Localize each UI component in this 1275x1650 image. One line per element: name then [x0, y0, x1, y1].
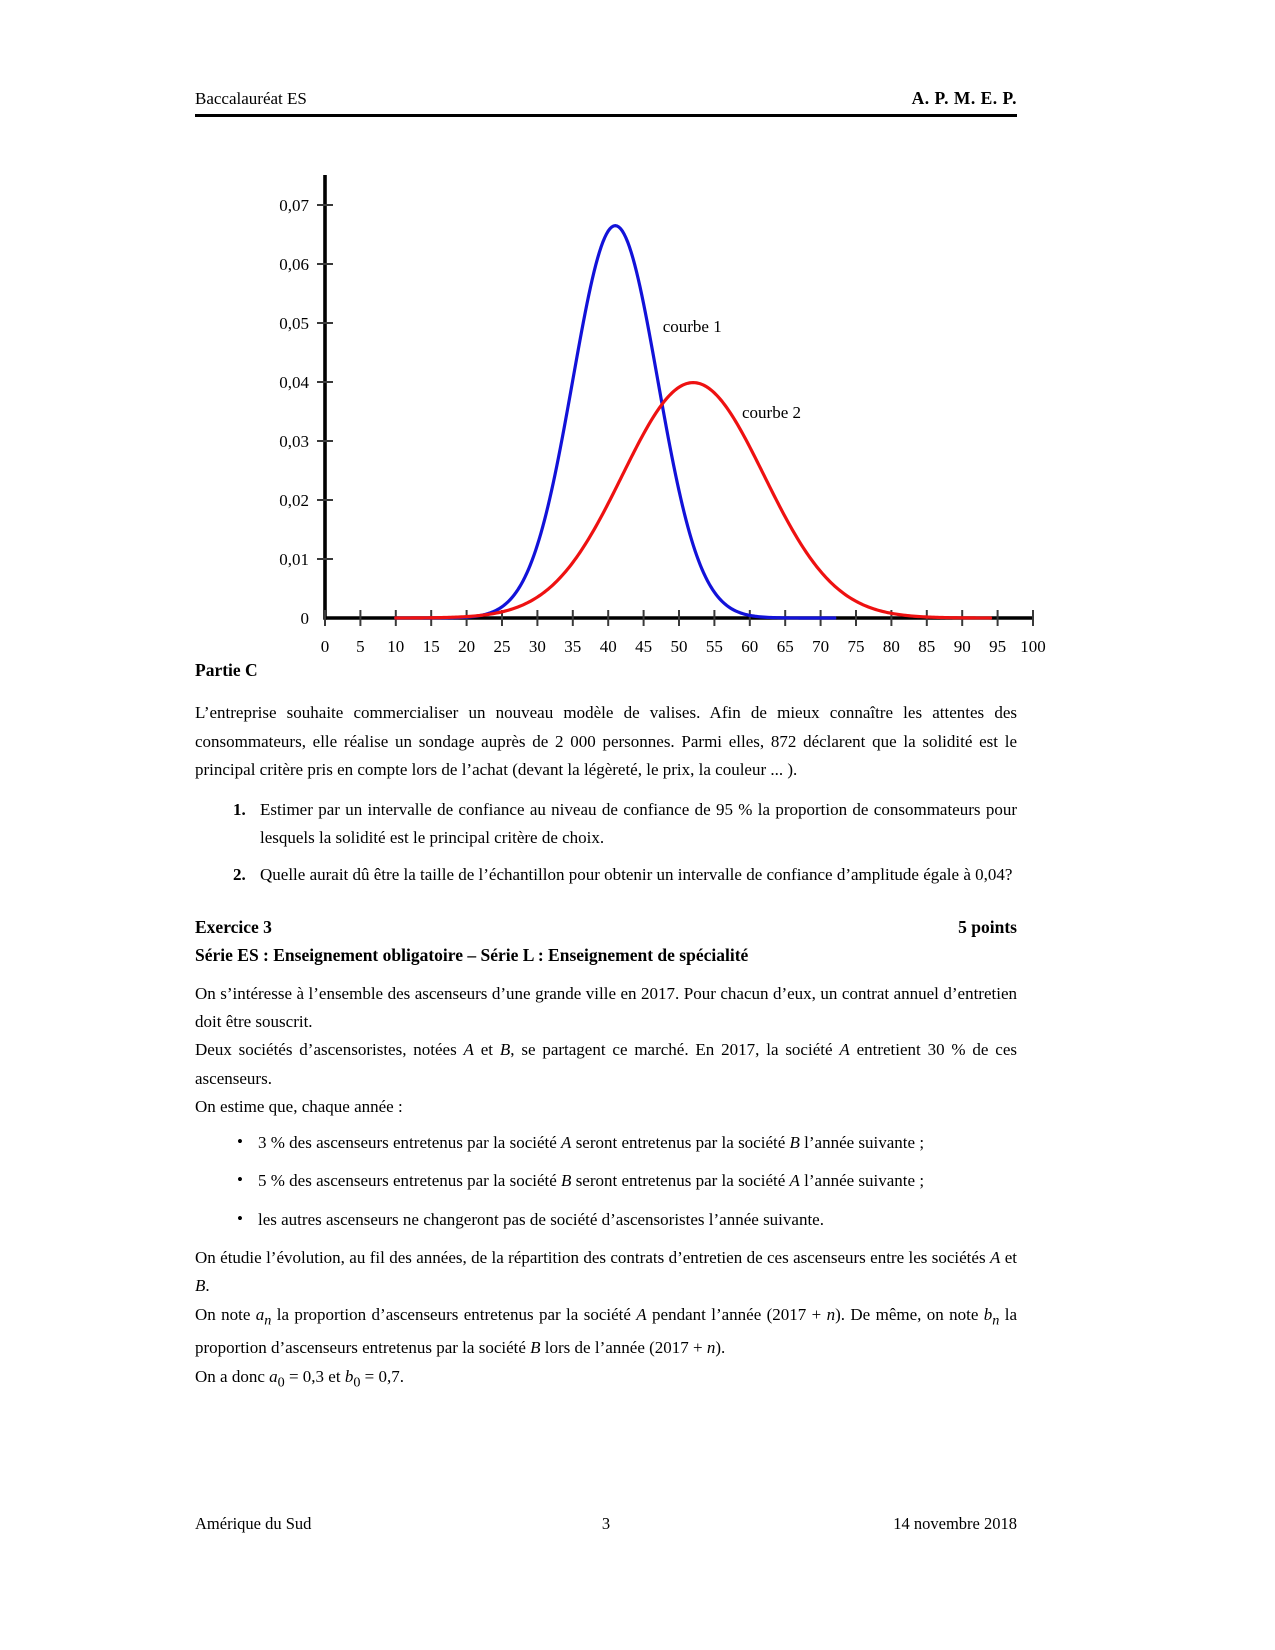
chart-svg: [240, 158, 1050, 658]
y-tick-label: 0,06: [279, 255, 309, 274]
x-tick-label: 30: [528, 637, 546, 656]
bullet-text: 5 % des ascenseurs entretenus par la société B seront entretenus par la société A l’année suivante ;: [258, 1171, 925, 1191]
curve-1-label: courbe 1: [662, 316, 722, 336]
exercice3-paragraph: Deux sociétés d’ascensoristes, notées A et B, se partagent ce marché. En 2017, la société A entretient 30 % de ces ascenseurs.: [195, 1040, 1017, 1088]
x-tick-label: 65: [776, 637, 794, 656]
bullet-item: [195, 1206, 1017, 1234]
x-tick-label: 45: [635, 637, 653, 656]
x-tick-label: 40: [599, 637, 617, 656]
partie-c-intro: L’entreprise souhaite commercialiser un nouveau modèle de valises. Afin de mieux connaître les attentes des consommateurs, elle réalise un sondage auprès de 2 000 personnes. Parmi elles, 872 déclarent que la solidité est le principal critère pris en compte lors de l’achat (devant la légèreté, le prix, la couleur ... ).: [195, 703, 1017, 779]
partie-c-questions: [195, 796, 1017, 889]
y-tick-label: 0,07: [279, 196, 309, 215]
y-tick-label: 0,01: [279, 550, 309, 569]
curve-2-label: courbe 2: [742, 402, 802, 422]
y-tick-label: 0: [300, 609, 309, 628]
bullet-icon: •: [237, 1132, 243, 1152]
bullet-item: [195, 1129, 1017, 1157]
x-tick-label: 70: [812, 637, 830, 656]
header-org: A. P. M. E. P.: [911, 88, 1017, 108]
header-title: Baccalauréat ES: [195, 89, 307, 108]
bullet-item: [195, 1167, 1017, 1195]
question-item: [195, 861, 1017, 889]
question-number: 1.: [233, 800, 246, 820]
page-header: [195, 88, 1017, 109]
y-tick-label: 0,03: [279, 432, 309, 451]
x-tick-label: 5: [356, 637, 365, 656]
x-tick-label: 20: [458, 637, 476, 656]
footer-page-number: 3: [601, 1514, 611, 1533]
footer-date: 14 novembre 2018: [893, 1514, 1017, 1533]
x-tick-label: 35: [564, 637, 582, 656]
exercice3-paragraph: On estime que, chaque année :: [195, 1096, 403, 1116]
y-tick-label: 0,05: [279, 314, 309, 333]
exercice3-subtitle: Série ES : Enseignement obligatoire – Série L : Enseignement de spécialité: [195, 945, 749, 966]
question-text: Estimer par un intervalle de confiance au niveau de confiance de 95 % la proportion de consommateurs pour lesquels la solidité est le principal critère de choix.: [260, 800, 1017, 848]
exercice3-points: 5 points: [958, 917, 1017, 938]
x-tick-label: 85: [918, 637, 936, 656]
x-tick-label: 90: [953, 637, 971, 656]
footer-location: Amérique du Sud: [195, 1514, 312, 1533]
curve-2-path: [396, 383, 991, 618]
exercice3-paragraph: On note $a_n$ la proportion d’ascenseurs entretenus par la société A pendant l’année (2017 + n). De même, on note $b_n$ la proportion d’ascenseurs entretenus par la société B lors de l’année (2017 + n).: [195, 1304, 1018, 1358]
question-item: [195, 796, 1017, 853]
x-tick-label: 55: [705, 637, 723, 656]
exercice3-paragraph: On s’intéresse à l’ensemble des ascenseurs d’une grande ville en 2017. Pour chacun d’eux, un contrat annuel d’entretien doit être souscrit.: [195, 983, 1017, 1031]
page-footer: [195, 1514, 1017, 1534]
header-rule: [195, 114, 1017, 117]
density-curves-chart: [240, 158, 1050, 658]
exercice3-paragraph: On étudie l’évolution, au fil des années, de la répartition des contrats d’entretien de ces ascenseurs entre les sociétés A et B.: [195, 1248, 1017, 1296]
exercice3-paragraph: On a donc $a_0 = 0,3$ et $b_0 = 0,7$.: [195, 1366, 404, 1391]
x-tick-label: 60: [741, 637, 759, 656]
x-tick-label: 50: [670, 637, 688, 656]
bullet-text: les autres ascenseurs ne changeront pas de société d’ascensoristes l’année suivante.: [258, 1209, 824, 1229]
partie-c-heading: Partie C: [195, 660, 258, 680]
bullet-icon: •: [237, 1170, 243, 1190]
x-tick-label: 15: [422, 637, 440, 656]
x-tick-label: 25: [493, 637, 511, 656]
bullet-text: 3 % des ascenseurs entretenus par la société A seront entretenus par la société B l’année suivante ;: [258, 1133, 925, 1153]
bullet-icon: •: [237, 1208, 243, 1228]
exercice3-bullet-list: [195, 1129, 1017, 1234]
x-tick-label: 95: [989, 637, 1007, 656]
y-tick-label: 0,02: [279, 491, 309, 510]
x-tick-label: 100: [1020, 637, 1046, 656]
x-tick-label: 0: [320, 637, 330, 656]
x-tick-label: 80: [882, 637, 900, 656]
x-tick-label: 75: [847, 637, 865, 656]
exercice3-heading-row: [195, 913, 1017, 941]
exercice3-heading: Exercice 3: [195, 917, 272, 938]
question-text: Quelle aurait dû être la taille de l’échantillon pour obtenir un intervalle de confiance d’amplitude égale à 0,04?: [260, 864, 1013, 884]
question-number: 2.: [233, 864, 246, 884]
x-tick-label: 10: [387, 637, 405, 656]
page-content: [195, 656, 1017, 1396]
y-tick-label: 0,04: [279, 373, 309, 392]
